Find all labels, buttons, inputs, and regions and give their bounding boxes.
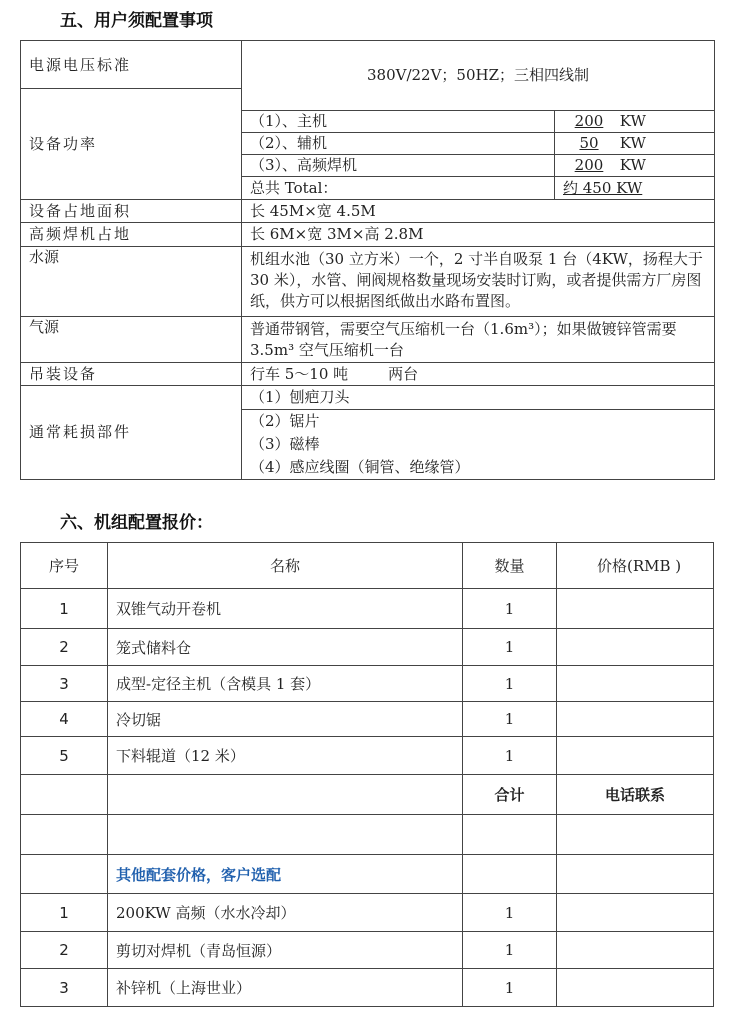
row-name: 笼式储料仓 [108, 629, 463, 666]
row-no: 3 [21, 666, 108, 702]
row-name: 成型-定径主机（含模具 1 套） [108, 666, 463, 702]
air-label: 气源 [21, 317, 242, 363]
water-value: 机组水池（30 立方米）一个，2 寸半自吸泵 1 台（4KW，扬程大于 30 米），水管、闸阀规格数量现场安装时订购，或者提供需方厂房图纸，供方可以根据图纸做出水路布置图。 [242, 247, 715, 317]
floor-area-label: 设备占地面积 [21, 200, 242, 223]
optional-row-qty: 1 [463, 894, 557, 932]
optional-section-title: 其他配套价格，客户选配 [108, 855, 463, 894]
power-value: 200 [574, 156, 604, 174]
power-unit: KW [619, 112, 646, 130]
quotation-table [20, 542, 714, 1007]
row-name: 冷切锯 [108, 702, 463, 737]
row-no: 4 [21, 702, 108, 737]
row-price [557, 737, 714, 775]
welder-area-label: 高频焊机占地 [21, 223, 242, 247]
consumable-item: （3）磁棒 [250, 435, 320, 453]
header-price: 价格(RMB ) [557, 543, 714, 589]
consumables-label: 通常耗损部件 [21, 386, 242, 480]
power-unit: KW [619, 156, 646, 174]
row-name: 下料辊道（12 米） [108, 737, 463, 775]
equipment-power-label: 设备功率 [21, 89, 242, 200]
consumable-item: （4）感应线圈（铜管、绝缘管） [250, 458, 470, 476]
power-voltage-value: 380V/22V；50HZ；三相四线制 [242, 41, 715, 111]
row-price [557, 666, 714, 702]
row-price [557, 629, 714, 666]
row-no: 5 [21, 737, 108, 775]
section5-title: 五、用户须配置事项 [60, 11, 213, 31]
water-label: 水源 [21, 247, 242, 317]
optional-row-name: 剪切对焊机（青岛恒源） [108, 932, 463, 969]
empty-cell [557, 855, 714, 894]
power-item-aux-value [555, 133, 715, 155]
power-value: 200 [574, 112, 604, 130]
empty-cell [21, 855, 108, 894]
empty-cell [108, 815, 463, 855]
header-qty: 数量 [463, 543, 557, 589]
row-qty: 1 [463, 702, 557, 737]
power-item-main-value [555, 111, 715, 133]
air-value: 普通带钢管，需要空气压缩机一台（1.6m³）；如果做镀锌管需要 3.5m³ 空气压缩机一台 [242, 317, 715, 363]
row-no: 1 [21, 589, 108, 629]
contact-label: 电话联系 [557, 775, 714, 815]
section6-title: 六、机组配置报价： [60, 513, 213, 533]
lifting-label: 吊装设备 [21, 363, 242, 386]
power-voltage-label: 电源电压标准 [21, 41, 242, 89]
empty-cell [557, 815, 714, 855]
user-configuration-table [20, 40, 715, 480]
welder-area-value: 长 6M×宽 3M×高 2.8M [242, 223, 715, 247]
row-qty: 1 [463, 589, 557, 629]
header-no: 序号 [21, 543, 108, 589]
total-label: 合计 [463, 775, 557, 815]
consumable-item: （1）刨疤刀头 [250, 388, 350, 406]
row-qty: 1 [463, 629, 557, 666]
row-price [557, 702, 714, 737]
power-item-main: （1）、主机 [242, 111, 555, 133]
optional-row-qty: 1 [463, 969, 557, 1007]
power-total-value: 约 450 KW [555, 177, 715, 200]
empty-cell [463, 815, 557, 855]
empty-cell [463, 855, 557, 894]
optional-row-no: 3 [21, 969, 108, 1007]
optional-row-price [557, 894, 714, 932]
lifting-spec: 行车 5～10 吨 [250, 364, 349, 383]
row-qty: 1 [463, 737, 557, 775]
empty-cell [21, 775, 108, 815]
power-total-label: 总共 Total： [242, 177, 555, 200]
power-item-welder-value [555, 155, 715, 177]
power-item-welder: （3）、高频焊机 [242, 155, 555, 177]
empty-cell [108, 775, 463, 815]
empty-cell [21, 815, 108, 855]
row-name: 双锥气动开卷机 [108, 589, 463, 629]
lifting-qty: 两台 [388, 364, 419, 383]
floor-area-value: 长 45M×宽 4.5M [242, 200, 715, 223]
row-price [557, 589, 714, 629]
optional-row-price [557, 932, 714, 969]
optional-row-no: 1 [21, 894, 108, 932]
consumables-list [242, 386, 715, 480]
power-unit: KW [619, 134, 646, 152]
optional-row-price [557, 969, 714, 1007]
optional-row-name: 补锌机（上海世业） [108, 969, 463, 1007]
power-item-aux: （2）、辅机 [242, 133, 555, 155]
optional-row-no: 2 [21, 932, 108, 969]
power-value: 50 [579, 134, 599, 152]
header-name: 名称 [108, 543, 463, 589]
optional-row-qty: 1 [463, 932, 557, 969]
row-qty: 1 [463, 666, 557, 702]
optional-row-name: 200KW 高频（水水冷却） [108, 894, 463, 932]
row-no: 2 [21, 629, 108, 666]
consumable-item: （2）锯片 [242, 409, 714, 433]
lifting-value [242, 363, 715, 386]
